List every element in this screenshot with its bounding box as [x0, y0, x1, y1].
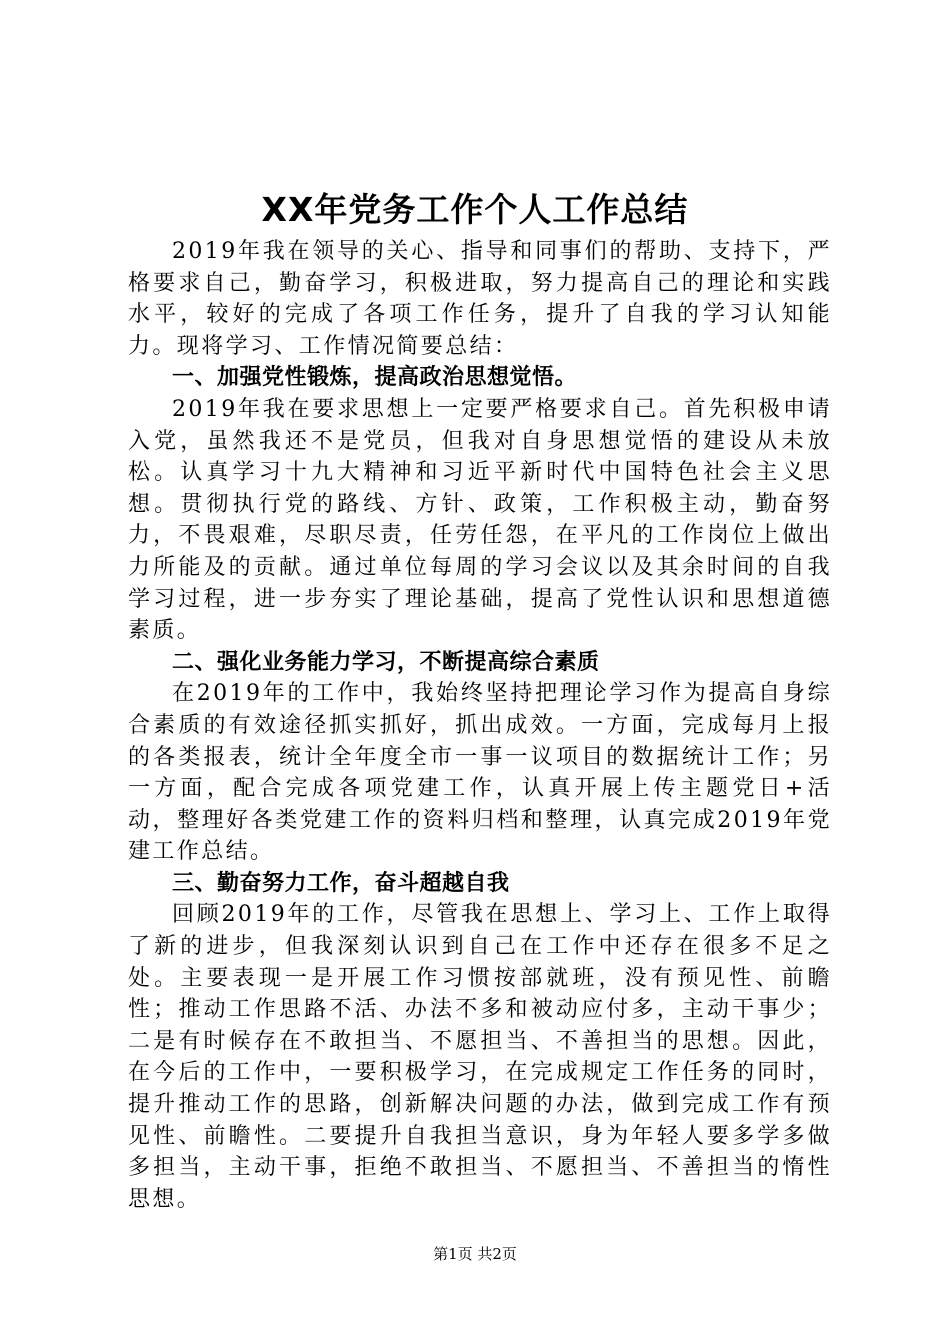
document-body [128, 236, 832, 1215]
section-3-paragraph: 回顾2019年的工作，尽管我在思想上、学习上、工作上取得了新的进步，但我深刻认识到自己在工作中还存在很多不足之处。主要表现一是开展工作习惯按部就班，没有预见性、前瞻性；推动工作思路不活、办法不多和被动应付多，主动干事少；二是有时候存在不敢担当、不愿担当、不善担当的思想。因此，在今后的工作中，一要积极学习，在完成规定工作任务的同时，提升推动工作的思路，创新解决问题的办法，做到完成工作有预见性、前瞻性。二要提升自我担当意识，身为年轻人要多学多做多担当，主动干事，拒绝不敢担当、不愿担当、不善担当的惰性思想。 [128, 902, 832, 1212]
document-title: XX年党务工作个人工作总结 [261, 190, 689, 229]
section-1-heading: 一、加强党性锻炼，提高政治思想觉悟。 [172, 365, 578, 391]
section-3-heading: 三、勤奋努力工作，奋斗超越自我 [172, 870, 510, 896]
intro-paragraph: 2019年我在领导的关心、指导和同事们的帮助、支持下，严格要求自己，勤奋学习，积极进取，努力提高自己的理论和实践水平，较好的完成了各项工作任务，提升了自我的学习认知能力。现将学习、工作情况简要总结： [128, 239, 832, 359]
page-footer: 第1页 共2页 [433, 1245, 517, 1263]
section-1-paragraph: 2019年我在要求思想上一定要严格要求自己。首先积极申请入党，虽然我还不是党员，但我对自身思想觉悟的建设从未放松。认真学习十九大精神和习近平新时代中国特色社会主义思想。贯彻执行党的路线、方针、政策，工作积极主动，勤奋努力，不畏艰难，尽职尽责，任劳任怨，在平凡的工作岗位上做出力所能及的贡献。通过单位每周的学习会议以及其余时间的自我学习过程，进一步夯实了理论基础，提高了党性认识和思想道德素质。 [128, 396, 832, 644]
section-2-heading: 二、强化业务能力学习，不断提高综合素质 [172, 649, 600, 675]
section-2-paragraph: 在2019年的工作中，我始终坚持把理论学习作为提高自身综合素质的有效途径抓实抓好，抓出成效。一方面，完成每月上报的各类报表，统计全年度全市一事一议项目的数据统计工作；另一方面，配合完成各项党建工作，认真开展上传主题党日+活动，整理好各类党建工作的资料归档和整理，认真完成2019年党建工作总结。 [128, 681, 832, 865]
